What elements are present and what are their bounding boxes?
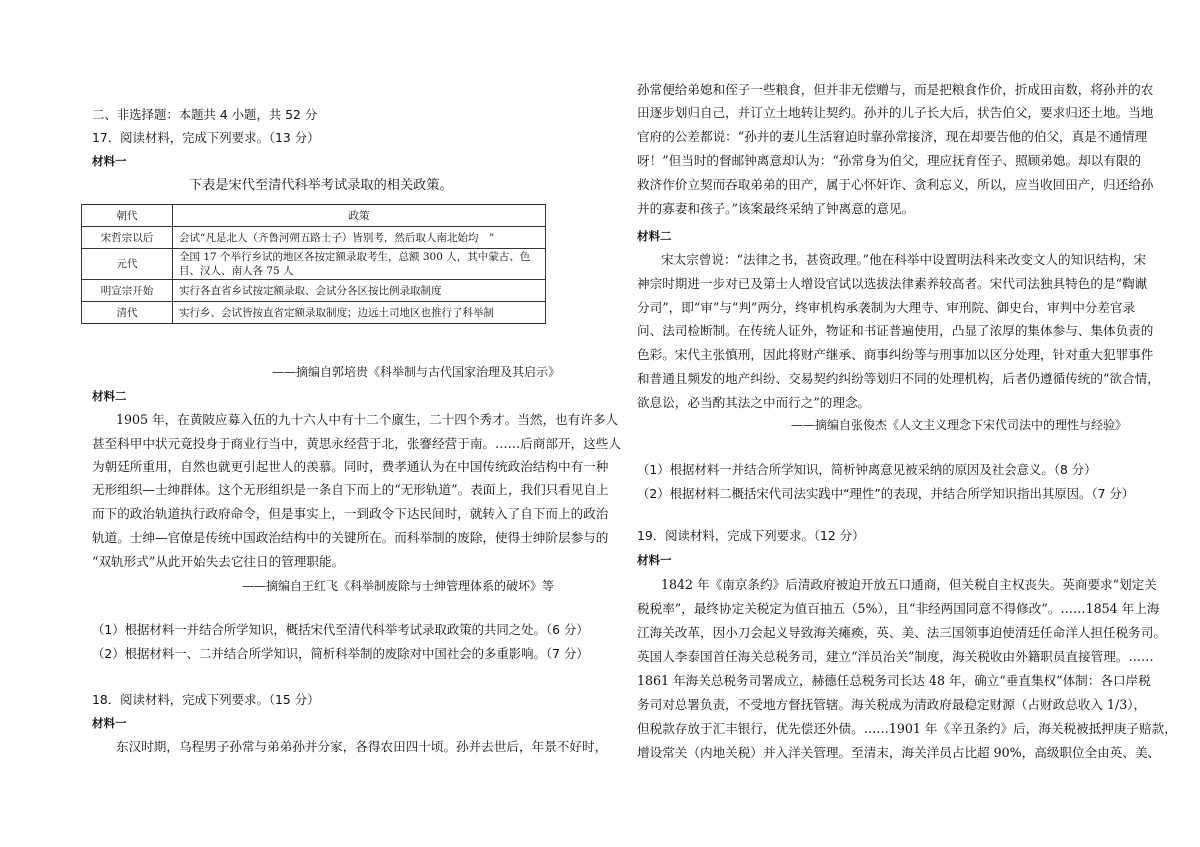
paragraph-line: 并的寡妻和孩子。”该案最终采纳了钟离意的意见。 [637,201,915,216]
policy-cell: 实行各直省乡试按定额录取、会试分各区按比例录取制度 [173,280,546,302]
sub-question: （1）根据材料一并结合所学知识，简析钟离意见被采纳的原因及社会意义。（8 分） [637,462,1097,477]
era-cell: 清代 [82,302,173,324]
paragraph-line: 救济作价立契而吞取弟弟的田产，属于心怀奸诈、贪利忘义，所以，应当收回田产，归还给孙 [637,177,1154,192]
policy-cell: 实行乡、会试皆按直省定额录取制度；边远土司地区也推行了科举制 [173,302,546,324]
paragraph-line: 1905 年，在黄陂应募入伍的九十六人中有十二个廪生，二十四个秀才。当然，也有许多人 [116,412,619,427]
paragraph-line: 官府的公差都说：“孙并的妻儿生活窘迫时靠孙常接济，现在却要告他的伯父，真是不通情理 [637,129,1148,144]
paragraph-line: 英国人李泰国首任海关总税务司，建立“洋员治关”制度，海关税收由外籍职员直接管理。…… [637,649,1154,664]
era-cell: 元代 [82,249,173,280]
paragraph-line: 而下的政治轨道执行政府命令，但是事实上，一到政令下达民间时，就转入了自下而上的政治 [92,506,609,521]
paragraph-line: 呀！”但当时的督邮钟离意却认为：“孙常身为伯父，理应抚育侄子、照顾弟媳。却以有限的 [637,153,1142,168]
question-18-title: 18．阅读材料，完成下列要求。（15 分） [92,692,320,707]
policy-table [81,204,546,324]
sub-question: （1）根据材料一并结合所学知识，概括宋代至清代科举考试录取政策的共同之处。（6 分） [92,622,589,637]
policy-cell: 会试“凡是北人（齐鲁河朔五路士子）皆别考，然后取人南北始均 ” [173,227,546,249]
table-row [82,227,546,249]
paragraph-line: 为朝廷所重用，自然也就更引起世人的羡慕。同时，费孝通认为在中国传统政治结构中有一种 [92,459,609,474]
policy-cell: 全国 17 个举行乡试的地区各按定额录取考生，总额 300 人，其中蒙古、色目、汉人、南人各 75 人 [173,249,546,280]
question-19-title: 19．阅读材料，完成下列要求。（12 分） [637,528,865,543]
paragraph-line: 东汉时期，乌程男子孙常与弟弟孙并分家，各得农田四十顷。孙并去世后，年景不好时， [116,739,608,754]
paragraph-line: 增设常关（内地关税）并入洋关管理。至清末，海关洋员占比超 90%，高级职位全由英、美、 [637,745,1161,760]
paragraph-line: 务司对总署负责，不受地方督抚管辖。海关税成为清政府最稳定财源（占财政总收入 1/3）， [637,697,1147,712]
table-header-row [82,205,546,227]
paragraph-line: 分司”，即“审”与“判”两分，终审机构承袭制为大理寺、审刑院、御史台，审判中分差官录 [637,300,1136,315]
paragraph-line: 江海关改革，因小刀会起义导致海关瘫痪，英、美、法三国领事迫使清廷任命洋人担任税务司。 [637,625,1166,640]
material-label: 材料二 [637,229,672,243]
paragraph-line: 1842 年《南京条约》后清政府被迫开放五口通商，但关税自主权丧失。英商要求“划定关 [661,577,1157,592]
source-citation: ——摘编自王红飞《科举制废除与士绅管理体系的破坏》等 [242,579,555,593]
table-caption: 下表是宋代至清代科举考试录取的相关政策。 [189,178,453,193]
paragraph-line: 问、法司检断制。在传统人证外，物证和书证普遍使用，凸显了浓厚的集体参与、集体负责的 [637,323,1154,338]
sub-question: （2）根据材料一、二并结合所学知识，简析科举制的废除对中国社会的多重影响。（7 分） [92,646,589,661]
paragraph-line: 但税款存放于汇丰银行，优先偿还外债。……1901 年《辛丑条约》后，海关税被抵押庚子赔款， [637,721,1177,736]
paragraph-line: 和普通且频发的地产纠纷、交易契约纠纷等划归不同的处理机构，后者仍遵循传统的“欲合情， [637,371,1160,386]
paragraph-line: 田逐步划归自己，并订立土地转让契约。孙并的儿子长大后，状告伯父，要求归还土地。当地 [637,105,1154,120]
sub-question: （2）根据材料二概括宋代司法实践中“理性”的表现，并结合所学知识指出其原因。（7 分） [637,486,1135,501]
paragraph-line: 甚至科甲中状元竟投身于商业行当中，黄思永经营于北，张謇经营于南。……后商部开，这些人 [92,436,621,451]
paragraph-line: 1861 年海关总税务司署成立，赫德任总税务司长达 48 年，确立“垂直集权”体制：各口岸税 [637,673,1151,688]
section-heading: 二、非选择题：本题共 4 小题，共 52 分 [92,107,318,122]
material-label: 材料一 [92,154,127,168]
table-header: 朝代 [82,205,173,227]
paragraph-line: 孙常便给弟媳和侄子一些粮食，但并非无偿赠与，而是把粮食作价，折成田亩数，将孙并的农 [637,82,1154,97]
table-header: 政策 [173,205,546,227]
paragraph-line: 宋太宗曾说：“法律之书，甚资政理。”他在科举中设置明法科来改变文人的知识结构，宋 [661,252,1147,267]
paragraph-line: 欲息讼，必当酌其法之中而行之”的理念。 [637,395,871,410]
paragraph-line: 无形组织—士绅群体。这个无形组织是一条自下而上的“无形轨道”。表面上，我们只看见自上 [92,482,609,497]
paragraph-line: 轨道。士绅—官僚是传统中国政治结构中的关键所在。而科举制的废除，使得士绅阶层参与的 [92,530,609,545]
paragraph-line: 税税率”，最终协定关税定为值百抽五（5%），且“非经两国同意不得修改”。……1854 年上海 [637,601,1160,616]
source-citation: ——摘编自郭培贵《科举制与古代国家治理及其启示》 [272,365,561,379]
source-citation: ——摘编自张俊杰《人文主义理念下宋代司法中的理性与经验》 [791,418,1128,432]
table-row [82,302,546,324]
table-row [82,280,546,302]
material-label: 材料二 [92,389,127,403]
paragraph-line: “双轨形式”从此开始失去它往日的管理职能。 [92,554,345,569]
paragraph-line: 色彩。宋代主张慎刑，因此将财产继承、商事纠纷等与刑事加以区分处理，针对重大犯罪事件 [637,347,1154,362]
era-cell: 宋哲宗以后 [82,227,173,249]
material-label: 材料一 [92,716,127,730]
table-row [82,249,546,280]
question-17-title: 17．阅读材料，完成下列要求。（13 分） [92,130,320,145]
era-cell: 明宣宗开始 [82,280,173,302]
material-label: 材料一 [637,553,672,567]
paragraph-line: 神宗时期进一步对已及第士人增设官试以选拔法律素养较高者。宋代司法独具特色的是“鞫谳 [637,276,1148,291]
